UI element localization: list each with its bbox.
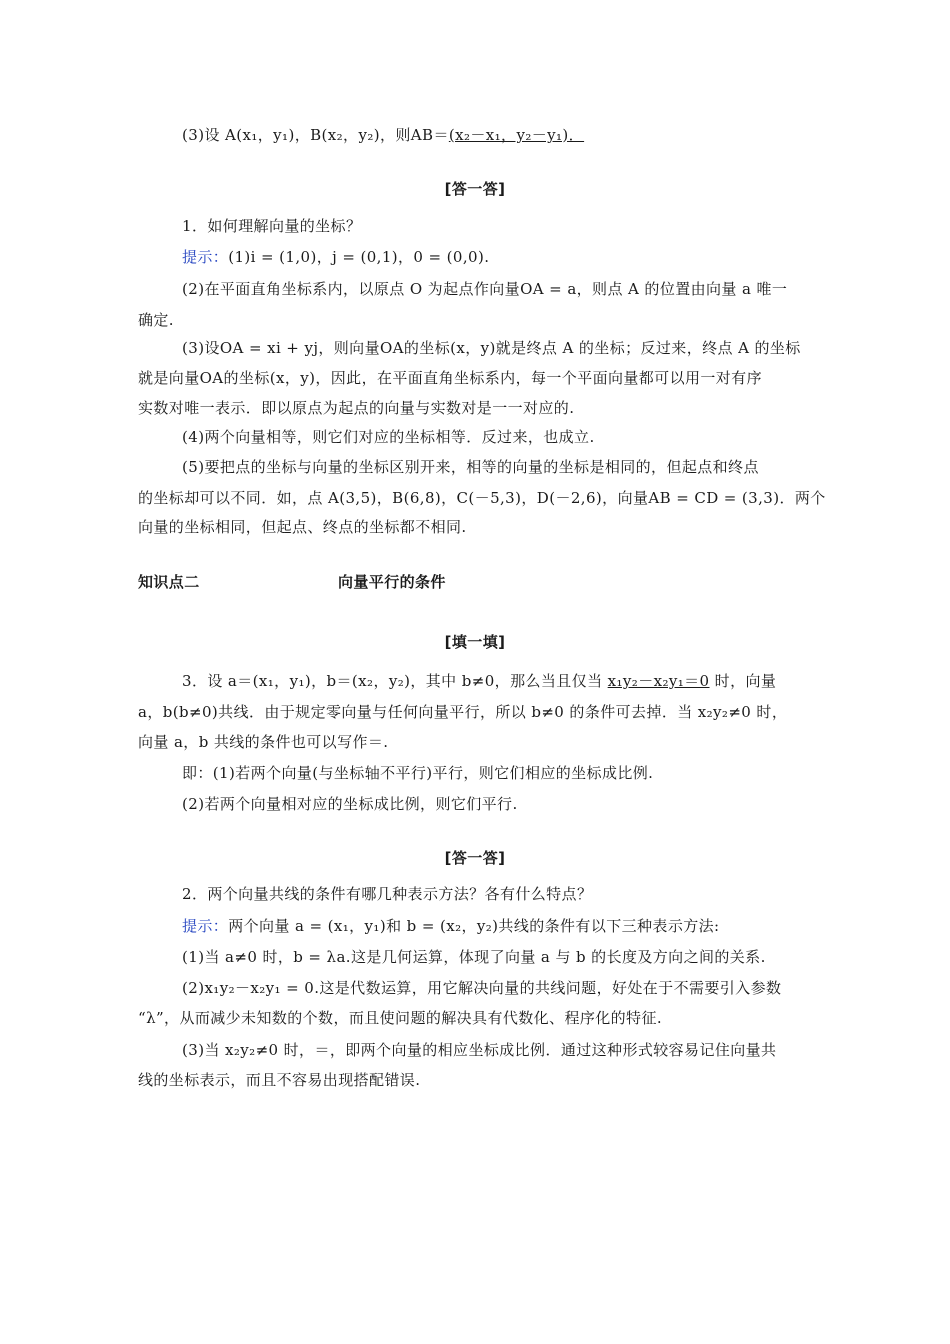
text-line: (5)要把点的坐标与向量的坐标区别开来，相等的向量的坐标是相同的，但起点和终点: [182, 458, 759, 476]
text-line: 确定.: [138, 311, 174, 329]
text-line: [182, 124, 818, 146]
text-line: “λ”，从而减少未知数的个数，而且使问题的解决具有代数化、程序化的特征.: [138, 1009, 663, 1027]
text-line: 就是向量OA的坐标(x，y)，因此，在平面直角坐标系内，每一个平面向量都可以用一对有序: [138, 369, 762, 387]
hint-label: 提示：: [182, 917, 229, 935]
text-segment: (1)i = (1,0)，j = (0,1)，0 = (0,0).: [228, 248, 490, 266]
text-line: (2)若两个向量相对应的坐标成比例，则它们平行.: [182, 795, 518, 813]
text-segment: 3．设 a＝(x₁，y₁)，b＝(x₂，y₂)，其中 b≠0，那么当且仅当: [182, 672, 608, 690]
text-line: (2)在平面直角坐标系内，以原点 O 为起点作向量OA = a，则点 A 的位置由向量 a 唯一: [182, 280, 788, 298]
text-line: 向量 a，b 共线的条件也可以写作＝.: [138, 733, 389, 751]
question-2: 2．两个向量共线的条件有哪几种表示方法？各有什么特点？: [182, 885, 593, 903]
section-heading: [138, 571, 818, 593]
text-line: (3)当 x₂y₂≠0 时，＝，即两个向量的相应坐标成比例．通过这种形式较容易记住向量共: [182, 1041, 777, 1059]
text-line: 线的坐标表示，而且不容易出现搭配错误.: [138, 1071, 421, 1089]
fill-answer: (x₂－x₁，y₂－y₁)．: [448, 126, 585, 144]
text-line: 实数对唯一表示．即以原点为起点的向量与实数对是一一对应的.: [138, 399, 575, 417]
text-line: (1)当 a≠0 时，b = λa.这是几何运算，体现了向量 a 与 b 的长度及方向之间的关系.: [182, 948, 766, 966]
section-title: 向量平行的条件: [338, 573, 446, 591]
text-line: [182, 915, 818, 937]
text-line: (2)x₁y₂－x₂y₁ = 0.这是代数运算，用它解决向量的共线问题，好处在于不需要引入参数: [182, 979, 782, 997]
text-line: [182, 246, 818, 268]
text-segment: (3)设 A(x₁，y₁)，B(x₂，y₂)，则AB＝: [182, 126, 449, 144]
section-heading-fill: [填一填]: [444, 633, 506, 651]
section-heading-answer: [答一答]: [444, 180, 506, 198]
text-segment: 时，向量: [709, 672, 777, 690]
text-line: (3)设OA = xi + yj，则向量OA的坐标(x，y)就是终点 A 的坐标；反过来，终点 A 的坐标: [182, 339, 801, 357]
text-segment: 两个向量 a = (x₁，y₁)和 b = (x₂，y₂)共线的条件有以下三种表示方法:: [228, 917, 720, 935]
text-line: 向量的坐标相同，但起点、终点的坐标都不相同.: [138, 518, 467, 536]
text-line: (4)两个向量相等，则它们对应的坐标相等．反过来，也成立.: [182, 428, 595, 446]
text-line: [182, 670, 818, 692]
question-1: 1．如何理解向量的坐标？: [182, 217, 362, 235]
fill-answer: x₁y₂－x₂y₁＝0: [607, 672, 710, 690]
section-heading-answer: [答一答]: [444, 849, 506, 867]
text-line: 即：(1)若两个向量(与坐标轴不平行)平行，则它们相应的坐标成比例.: [182, 764, 654, 782]
text-line: a，b(b≠0)共线．由于规定零向量与任何向量平行，所以 b≠0 的条件可去掉．当 x₂y₂≠0 时，: [138, 703, 788, 721]
hint-label: 提示：: [182, 248, 229, 266]
text-line: 的坐标却可以不同．如，点 A(3,5)，B(6,8)，C(－5,3)，D(－2,6)，向量AB = CD = (3,3)．两个: [138, 489, 826, 507]
section-label: 知识点二: [138, 573, 200, 591]
